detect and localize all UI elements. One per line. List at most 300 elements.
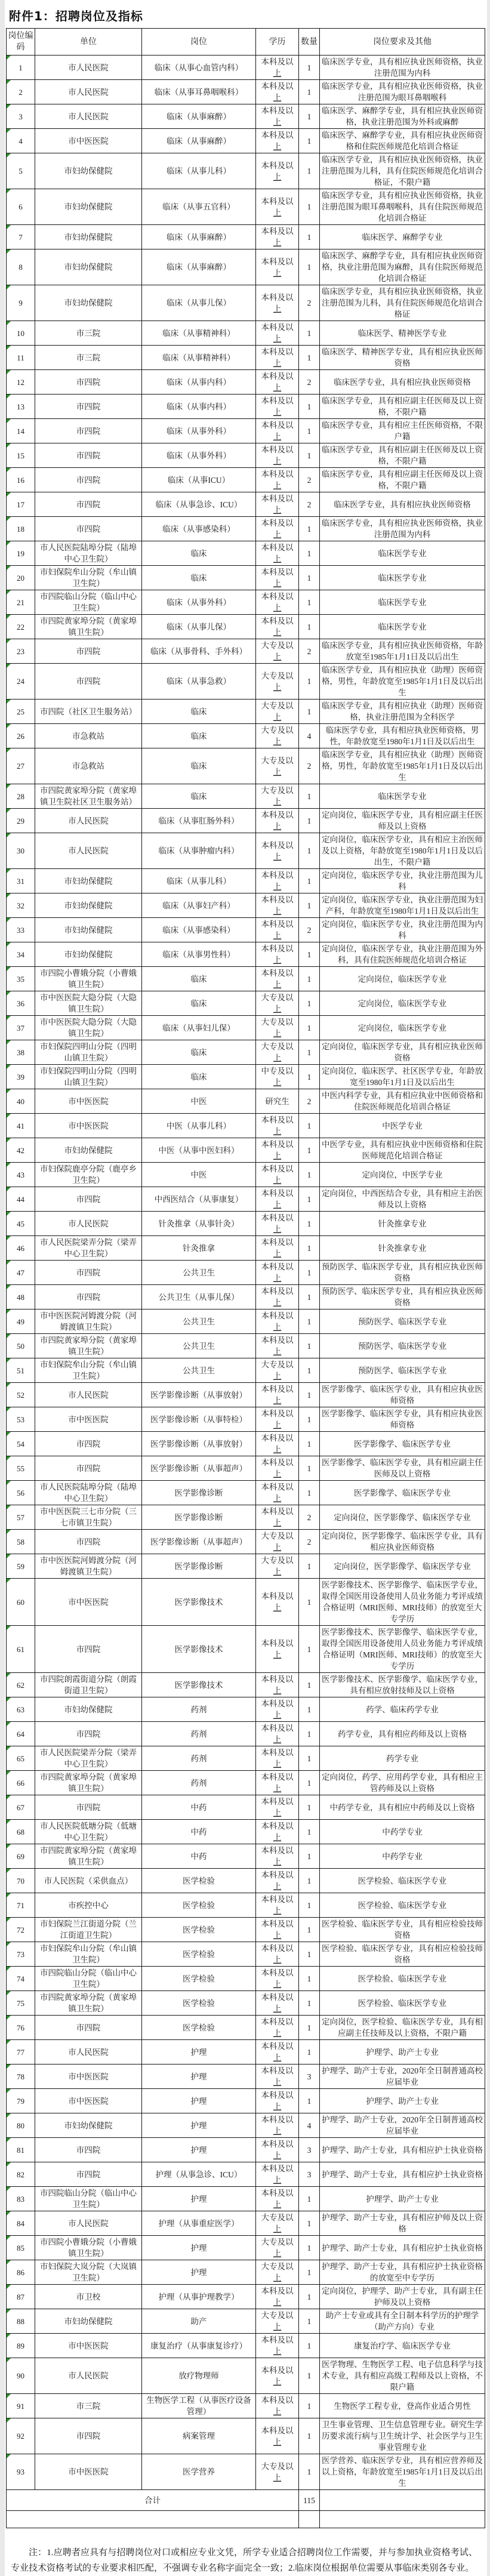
cell-education: 大专及以 上 (256, 724, 299, 748)
cell-position: 临床（从事儿保） (142, 285, 256, 321)
cell-position: 护理 (142, 2065, 256, 2089)
cell-position: 公共卫生 (142, 1261, 256, 1285)
cell-code: 33 (7, 918, 35, 942)
cell-qty: 2 (299, 1089, 320, 1114)
cell-requirements: 医学影像技术、医学影像学、临床医学专业，取得全国医用设备使用人员业务能力考评成绩合格证明（MRI医师、MRI技师）的放宽至大专学历 (320, 1579, 485, 1626)
cell-qty: 1 (299, 2236, 320, 2260)
cell-requirements: 中医学专业 (320, 1114, 485, 1138)
cell-education: 本科及以 上 (256, 1261, 299, 1285)
cell-education: 本科及以 上 (256, 2358, 299, 2394)
table-row (7, 1309, 485, 1334)
cell-education: 本科及以 上 (256, 492, 299, 517)
header-unit: 单位 (35, 29, 142, 56)
cell-requirements: 临床医学专业 (320, 541, 485, 566)
cell-unit: 市人民医院 (35, 809, 142, 833)
cell-qty: 1 (299, 1187, 320, 1212)
cell-position: 临床（从事儿保） (142, 615, 256, 639)
cell-qty: 1 (299, 700, 320, 724)
cell-code: 67 (7, 1795, 35, 1820)
cell-position: 药剂 (142, 1697, 256, 1722)
cell-position: 临床（从事五官科） (142, 189, 256, 225)
cell-qty: 1 (299, 1722, 320, 1746)
cell-unit: 市人民医院（采供血点） (35, 1869, 142, 1893)
cell-unit: 市中医医院 (35, 1114, 142, 1138)
cell-education: 大专及以 上 (256, 748, 299, 784)
cell-education: 研究生 (256, 1089, 299, 1114)
cell-code: 4 (7, 129, 35, 153)
cell-education: 本科及以 上 (256, 2040, 299, 2065)
table-row (7, 1579, 485, 1626)
cell-requirements: 定向岗位，药学、应用药学专业，具有相应主管药师及以上资格 (320, 1771, 485, 1795)
cell-position: 医学影像技术 (142, 1626, 256, 1673)
cell-unit: 市人民医院 (35, 104, 142, 129)
table-row (7, 1383, 485, 1407)
cell-code: 21 (7, 590, 35, 615)
cell-requirements: 助产士专业或具有全日制本科学历的护理学（助产方向）专业 (320, 2309, 485, 2334)
cell-qty: 3 (299, 2138, 320, 2162)
empty-row (7, 2511, 485, 2528)
cell-code: 29 (7, 809, 35, 833)
cell-requirements: 临床医学专业 (320, 590, 485, 615)
cell-qty: 1 (299, 2211, 320, 2236)
cell-code: 63 (7, 1697, 35, 1722)
cell-code: 6 (7, 189, 35, 225)
cell-code: 10 (7, 321, 35, 346)
cell-unit: 市中医医院三七市分院（三七市镇卫生院） (35, 1505, 142, 1530)
cell-position: 中医 (142, 1089, 256, 1114)
cell-code: 5 (7, 153, 35, 189)
cell-unit: 市卫校 (35, 2285, 142, 2309)
cell-unit: 市四院 (35, 1432, 142, 1456)
cell-position: 护理 (142, 2260, 256, 2285)
cell-education: 本科及以 上 (256, 285, 299, 321)
cell-code: 92 (7, 2418, 35, 2454)
cell-qty: 1 (299, 1967, 320, 1991)
cell-position: 医学检验 (142, 1893, 256, 1918)
cell-qty: 1 (299, 784, 320, 809)
cell-position: 医学影像技术 (142, 1673, 256, 1697)
cell-unit: 市中医医院 (35, 1089, 142, 1114)
cell-code: 24 (7, 664, 35, 700)
cell-education: 本科及以 上 (256, 56, 299, 80)
cell-unit: 市四院临山分院（临山中心卫生院） (35, 590, 142, 615)
cell-education: 本科及以 上 (256, 80, 299, 104)
cell-requirements: 临床医学专业，具有相应执业医师资格，男性，年龄放宽至1980年1月1日及以后出生 (320, 724, 485, 748)
table-row (7, 1065, 485, 1089)
cell-unit: 市四院 (35, 419, 142, 443)
cell-requirements: 临床医学专业，具有相应执业医师资格，执业注册范围为内科 (320, 517, 485, 541)
table-row (7, 1334, 485, 1358)
cell-requirements: 中医内科学专业，具有相应执业中医师资格和住院医师规范化培训合格证 (320, 1089, 485, 1114)
cell-code: 81 (7, 2138, 35, 2162)
cell-qty: 1 (299, 189, 320, 225)
cell-education: 本科及以 上 (256, 833, 299, 869)
cell-code: 14 (7, 419, 35, 443)
cell-education: 本科及以 上 (256, 590, 299, 615)
cell-education: 本科及以 上 (256, 370, 299, 395)
cell-unit: 市妇保院大岚分院（大岚镇卫生院） (35, 2260, 142, 2285)
cell-requirements: 预防医学、临床医学专业 (320, 1334, 485, 1358)
cell-position: 医学影像诊断（从事超声） (142, 1530, 256, 1554)
cell-education: 本科及以 上 (256, 1579, 299, 1626)
cell-unit: 市四院小曹娥分院（小曹娥镇卫生院） (35, 2236, 142, 2260)
cell-education: 本科及以 上 (256, 1432, 299, 1456)
cell-unit: 市人民医院 (35, 1383, 142, 1407)
table-row (7, 2211, 485, 2236)
cell-requirements: 临床医学专业，具有相应执业医师资格，年龄放宽至1985年1月1日及以后出生 (320, 639, 485, 664)
cell-education: 本科及以 上 (256, 1967, 299, 1991)
cell-requirements: 医学影像学、临床医学专业 (320, 1481, 485, 1505)
cell-education: 本科及以 上 (256, 1673, 299, 1697)
cell-position: 中西医结合（从事康复） (142, 1187, 256, 1212)
cell-unit: 市四院黄家埠分院（黄家埠镇卫生院） (35, 1771, 142, 1795)
spreadsheet (5, 0, 487, 2576)
cell-qty: 1 (299, 1432, 320, 1456)
cell-requirements: 临床医学专业，具有相应执业医师资格，执业注册范围为眼耳鼻咽喉科，具有住院医师规范化培训合格证 (320, 189, 485, 225)
cell-code: 42 (7, 1138, 35, 1163)
cell-education: 本科及以 上 (256, 942, 299, 967)
cell-unit: 市四院黄家埠分院（黄家埠镇卫生院） (35, 1991, 142, 2016)
cell-education: 本科及以 上 (256, 2162, 299, 2187)
cell-requirements: 定向岗位，临床医学专业，执业注册范围为妇产科，年龄放宽至1980年1月1日及以后出生 (320, 893, 485, 918)
cell-position: 临床（从事精神科） (142, 346, 256, 370)
cell-qty: 1 (299, 443, 320, 468)
cell-position: 临床（从事ICU） (142, 468, 256, 492)
cell-requirements: 临床医学专业，具有相应执业（助理）医师资格，执业注册范围为全科医学 (320, 700, 485, 724)
table-row (7, 991, 485, 1016)
cell-code: 89 (7, 2334, 35, 2358)
cell-qty: 1 (299, 809, 320, 833)
cell-code: 51 (7, 1358, 35, 1383)
cell-unit: 市四院 (35, 1261, 142, 1285)
cell-qty: 1 (299, 893, 320, 918)
cell-unit: 市妇幼保健院 (35, 942, 142, 967)
cell-unit: 市中医医院 (35, 129, 142, 153)
cell-qty: 1 (299, 1746, 320, 1771)
cell-position: 护理 (142, 2089, 256, 2113)
cell-qty: 1 (299, 1407, 320, 1432)
table-row (7, 1918, 485, 1942)
cell-unit: 市四院黄家埠分院（黄家埠镇卫生院） (35, 615, 142, 639)
cell-qty: 1 (299, 1820, 320, 1844)
cell-requirements: 护理学、助产士专业，2020年全日制普通高校应届毕业 (320, 2065, 485, 2089)
header-quantity: 数量 (299, 29, 320, 56)
cell-qty: 3 (299, 2065, 320, 2089)
cell-unit: 市四院 (35, 1456, 142, 1481)
cell-position: 中药 (142, 1795, 256, 1820)
cell-position: 临床（从事急救） (142, 664, 256, 700)
cell-requirements: 临床医学专业，具有相应执业（助理）医师资格，男性，年龄放宽至1985年1月1日及以后出生 (320, 664, 485, 700)
cell-requirements: 医学影像学、临床医学专业，具有相应副主任医师及以上资格 (320, 1456, 485, 1481)
cell-education: 本科及以 上 (256, 967, 299, 991)
cell-education: 大专及以 上 (256, 639, 299, 664)
cell-unit: 市妇保院兰江街道分院（兰江街道卫生院） (35, 1918, 142, 1942)
cell-education: 本科及以 上 (256, 1991, 299, 2016)
table-row (7, 1138, 485, 1163)
cell-position: 临床（从事外科） (142, 443, 256, 468)
table-row (7, 1285, 485, 1309)
cell-education: 本科及以 上 (256, 1456, 299, 1481)
cell-qty: 1 (299, 153, 320, 189)
cell-position: 中医 (142, 1163, 256, 1187)
cell-code: 87 (7, 2285, 35, 2309)
cell-requirements: 定向岗位，医学检验、临床医学专业，具有相应副主任技师及以上资格，不限户籍 (320, 2016, 485, 2040)
cell-education: 本科及以 上 (256, 1505, 299, 1530)
cell-position: 公共卫生（从事儿保） (142, 1285, 256, 1309)
cell-requirements: 预防医学、临床医学专业 (320, 1309, 485, 1334)
cell-qty: 1 (299, 1358, 320, 1383)
cell-education: 本科及以 上 (256, 346, 299, 370)
cell-position: 临床 (142, 724, 256, 748)
cell-position: 临床（从事男性科） (142, 942, 256, 967)
cell-requirements: 临床医学专业，具有相应副主任医师及以上资格，不限户籍 (320, 395, 485, 419)
cell-education: 本科及以 上 (256, 104, 299, 129)
cell-qty: 1 (299, 2334, 320, 2358)
table-row (7, 566, 485, 590)
cell-unit: 市四院 (35, 1530, 142, 1554)
cell-unit: 市中医医院 (35, 2454, 142, 2490)
table-row (7, 1673, 485, 1697)
cell-unit: 市四院黄家埠分院（黄家埠镇卫生院社区卫生服务站） (35, 784, 142, 809)
header-row (7, 29, 485, 56)
cell-requirements: 中医学专业，具有相应执业中医师资格和住院医师规范化培训合格证 (320, 1138, 485, 1163)
cell-code: 27 (7, 748, 35, 784)
cell-position: 医学影像诊断 (142, 1554, 256, 1579)
cell-requirements: 临床医学专业，具有相应执业医师资格，执业注册范围为内科 (320, 56, 485, 80)
table-row (7, 833, 485, 869)
cell-education: 本科及以 上 (256, 869, 299, 893)
cell-requirements: 临床医学专业，具有相应执业医师资格，执业注册范围为儿科，具有住院医师规范化培训合格证，不限户籍 (320, 153, 485, 189)
cell-unit: 市中医医院 (35, 1579, 142, 1626)
table-row (7, 639, 485, 664)
cell-code: 86 (7, 2260, 35, 2285)
cell-position: 医学检验 (142, 1942, 256, 1967)
cell-unit: 市中医医院河姆渡分院（河姆渡镇卫生院） (35, 1309, 142, 1334)
cell-qty: 1 (299, 991, 320, 1016)
cell-qty: 2 (299, 639, 320, 664)
cell-unit: 市四院 (35, 2162, 142, 2187)
cell-position: 医学检验 (142, 1967, 256, 1991)
cell-requirements: 康复治疗学、临床医学专业 (320, 2334, 485, 2358)
cell-unit: 市三院 (35, 346, 142, 370)
table-row (7, 2309, 485, 2334)
cell-requirements: 医学检验、临床医学专业，具有相应检验技师资格 (320, 1918, 485, 1942)
cell-position: 护理（从事护理教学） (142, 2285, 256, 2309)
table-header (7, 29, 485, 56)
table-row (7, 1893, 485, 1918)
cell-code: 44 (7, 1187, 35, 1212)
cell-qty: 3 (299, 2162, 320, 2187)
cell-position: 医学营养 (142, 2454, 256, 2490)
cell-education: 大专及以 上 (256, 664, 299, 700)
cell-qty: 1 (299, 1991, 320, 2016)
table-row (7, 189, 485, 225)
cell-unit: 市中医医院 (35, 2334, 142, 2358)
cell-education: 本科及以 上 (256, 918, 299, 942)
cell-code: 16 (7, 468, 35, 492)
cell-qty: 1 (299, 1456, 320, 1481)
cell-code: 35 (7, 967, 35, 991)
cell-position: 护理（从事重症医学） (142, 2211, 256, 2236)
cell-requirements: 护理学、助产士专业 (320, 2187, 485, 2211)
cell-requirements: 定向岗位，临床医学专业，具有相应执业医师资格 (320, 1040, 485, 1065)
cell-position: 临床（从事麻醉） (142, 104, 256, 129)
cell-qty: 1 (299, 225, 320, 249)
cell-position: 药剂 (142, 1746, 256, 1771)
cell-requirements: 预防医学、临床医学专业，具有相应执业医师资格 (320, 1285, 485, 1309)
cell-qty: 2 (299, 918, 320, 942)
cell-qty: 1 (299, 1481, 320, 1505)
cell-code: 7 (7, 225, 35, 249)
cell-code: 38 (7, 1040, 35, 1065)
cell-code: 48 (7, 1285, 35, 1309)
cell-code: 12 (7, 370, 35, 395)
cell-code: 68 (7, 1820, 35, 1844)
cell-position: 公共卫生 (142, 1309, 256, 1334)
cell-qty: 1 (299, 56, 320, 80)
cell-qty: 2 (299, 1530, 320, 1554)
cell-qty: 2 (299, 492, 320, 517)
cell-unit: 市妇幼保健院 (35, 285, 142, 321)
cell-unit: 市四院 (35, 468, 142, 492)
table-row (7, 748, 485, 784)
cell-unit: 市人民医院 (35, 80, 142, 104)
cell-education: 本科及以 上 (256, 2065, 299, 2089)
cell-position: 临床（从事外科） (142, 590, 256, 615)
cell-code: 17 (7, 492, 35, 517)
table-row (7, 1358, 485, 1383)
table-row (7, 56, 485, 80)
cell-education: 大专及以 上 (256, 2236, 299, 2260)
table-row (7, 1795, 485, 1820)
cell-requirements: 针灸推拿专业 (320, 1236, 485, 1261)
cell-unit: 市妇保院四明山分院（四明山镇卫生院） (35, 1065, 142, 1089)
cell-requirements: 医学检验、临床医学专业 (320, 1869, 485, 1893)
cell-position: 中药 (142, 1820, 256, 1844)
cell-qty: 1 (299, 2016, 320, 2040)
cell-position: 护理 (142, 2040, 256, 2065)
cell-position: 针灸推拿 (142, 1236, 256, 1261)
cell-education: 本科及以 上 (256, 1114, 299, 1138)
cell-position: 临床（从事麻醉） (142, 249, 256, 285)
cell-requirements: 定向岗位，中西医结合专业，具有相应主治医师及以上资格 (320, 1187, 485, 1212)
cell-unit: 市中医医院大隐分院（大隐镇卫生院） (35, 991, 142, 1016)
total-label: 合计 (7, 2490, 299, 2511)
table-row (7, 2454, 485, 2490)
cell-position: 医学检验 (142, 1991, 256, 2016)
cell-requirements: 医学影像学、临床医学专业，具有相应执业医师资格 (320, 1407, 485, 1432)
cell-code: 40 (7, 1089, 35, 1114)
table-row (7, 492, 485, 517)
cell-unit: 市中医医院河姆渡分院（河姆渡镇卫生院） (35, 1554, 142, 1579)
cell-requirements: 医学影像技术、医学影像学、临床医学专业，取得全国医用设备使用人员业务能力考评成绩合格证明（MRI医师、MRI技师）的放宽至大专学历 (320, 1626, 485, 1673)
cell-requirements: 定向岗位，临床医学专业 (320, 967, 485, 991)
cell-qty: 1 (299, 1942, 320, 1967)
cell-education: 本科及以 上 (256, 129, 299, 153)
cell-unit: 市四院 (35, 492, 142, 517)
cell-education: 本科及以 上 (256, 153, 299, 189)
cell-unit: 市四院临山分院（临山中心卫生院） (35, 2187, 142, 2211)
table-row (7, 700, 485, 724)
table-row (7, 1040, 485, 1065)
cell-education: 大专及以 上 (256, 700, 299, 724)
cell-code: 31 (7, 869, 35, 893)
cell-unit: 市中医医院 (35, 2089, 142, 2113)
cell-qty: 1 (299, 615, 320, 639)
cell-education: 本科及以 上 (256, 1285, 299, 1309)
table-row (7, 370, 485, 395)
cell-code: 61 (7, 1626, 35, 1673)
cell-education: 本科及以 上 (256, 566, 299, 590)
cell-unit: 市人民医院低塘分院（低塘中心卫生院） (35, 1820, 142, 1844)
cell-requirements: 定向岗位，中医学专业 (320, 1163, 485, 1187)
cell-requirements: 定向岗位，临床医学专业，具有相应副主任医师及以上资格 (320, 809, 485, 833)
cell-position: 临床 (142, 700, 256, 724)
cell-unit: 市妇幼保健院 (35, 1138, 142, 1163)
table-row (7, 2065, 485, 2089)
cell-qty: 1 (299, 1844, 320, 1869)
table-row (7, 724, 485, 748)
cell-position: 临床 (142, 541, 256, 566)
cell-requirements: 护理学、助产士专业，具有相应护士执业资格 (320, 2236, 485, 2260)
cell-code: 3 (7, 104, 35, 129)
cell-education: 中专及以 上 (256, 1065, 299, 1089)
cell-unit: 市三院 (35, 321, 142, 346)
cell-qty: 1 (299, 1579, 320, 1626)
table-row (7, 1016, 485, 1040)
cell-unit: 市中医医院 (35, 1407, 142, 1432)
cell-requirements: 中药学专业 (320, 1820, 485, 1844)
cell-education: 大专及以 上 (256, 991, 299, 1016)
table-row (7, 784, 485, 809)
cell-qty: 2 (299, 285, 320, 321)
cell-position: 临床（从事麻醉） (142, 225, 256, 249)
cell-unit: 市四院 (35, 639, 142, 664)
cell-qty: 1 (299, 2187, 320, 2211)
table-row (7, 2089, 485, 2113)
cell-unit: 市妇幼保健院 (35, 249, 142, 285)
cell-education: 本科及以 上 (256, 2394, 299, 2418)
cell-code: 56 (7, 1481, 35, 1505)
cell-position: 护理 (142, 2187, 256, 2211)
cell-qty: 1 (299, 1285, 320, 1309)
cell-unit: 市四院 (35, 517, 142, 541)
cell-qty: 1 (299, 80, 320, 104)
table-row (7, 967, 485, 991)
cell-requirements: 临床医学、麻醉学专业，具有相应执业医师资格和住院医师规范化培训合格证 (320, 129, 485, 153)
table-row (7, 1991, 485, 2016)
table-row (7, 104, 485, 129)
cell-requirements: 卫生事业管理、卫生信息管理专业。研究生学历要求流行病与卫生统计学、社会医学与卫生事业管理专业 (320, 2418, 485, 2454)
cell-education: 本科及以 上 (256, 1722, 299, 1746)
cell-requirements: 临床医学专业，具有相应主任医师资格，不限户籍 (320, 419, 485, 443)
cell-requirements: 预防医学、临床医学专业 (320, 1358, 485, 1383)
cell-position: 医学影像诊断（从事放射） (142, 1432, 256, 1456)
cell-education: 本科及以 上 (256, 1820, 299, 1844)
cell-requirements: 临床医学、麻醉学专业 (320, 225, 485, 249)
cell-position: 护理（从事急诊、ICU） (142, 2162, 256, 2187)
cell-qty: 1 (299, 2040, 320, 2065)
cell-education: 本科及以 上 (256, 1893, 299, 1918)
cell-requirements: 护理学、助产士专业 (320, 2040, 485, 2065)
cell-position: 临床 (142, 748, 256, 784)
cell-education: 本科及以 上 (256, 1626, 299, 1673)
table-row (7, 1163, 485, 1187)
cell-requirements: 定向岗位，临床医学、社区医学专业，年龄放宽至1980年1月1日及以后出生 (320, 1065, 485, 1089)
cell-position: 药剂 (142, 1722, 256, 1746)
cell-code: 53 (7, 1407, 35, 1432)
cell-unit: 市妇保院牟山分院（牟山镇卫生院） (35, 1942, 142, 1967)
